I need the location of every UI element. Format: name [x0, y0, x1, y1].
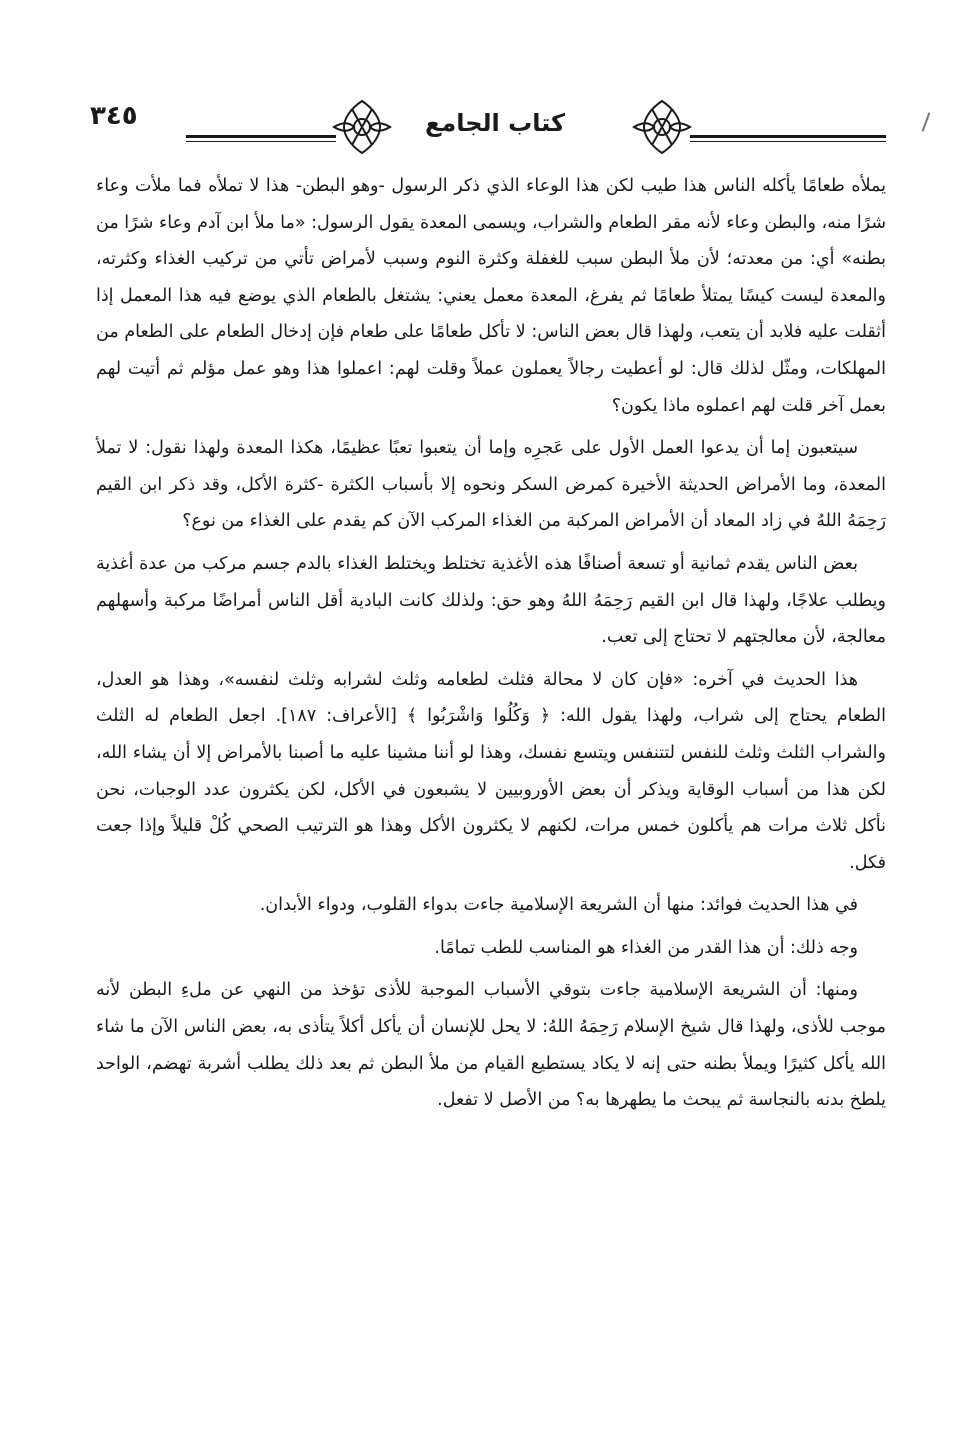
paragraph: ومنها: أن الشريعة الإسلامية جاءت بتوقي الأسباب الموجبة للأذى تؤخذ من النهي عن ملءِ البطن لأنه موجب للأذى، ولهذا قال شيخ الإسلام رَحِمَهُ اللهُ: لا يحل للإنسان أن يأكل أكلاً يتأذى به، بعض الناس الآن ما شاء الله يأكل كثيرًا ويملأ بطنه حتى إنه لا يكاد يستطيع القيام من ملأ البطن ثم بعد ذلك يطلب أشربة تهضم، الواحد يلطخ بدنه بالنجاسة ثم يبحث ما يطهرها به؟ من الأصل لا تفعل.: [96, 980, 886, 1111]
margin-mark: [922, 112, 931, 131]
floral-ornament-icon: [630, 95, 694, 159]
header-rule-right-thin: [690, 141, 886, 142]
page-number: ٣٤٥: [90, 101, 138, 131]
header-rule-right: [690, 135, 886, 138]
paragraph: بعض الناس يقدم ثمانية أو تسعة أصنافًا هذه الأغذية تختلط ويختلط الغذاء بالدم جسم مركب من عدة أغذية ويطلب علاجًا، ولهذا قال ابن القيم رَحِمَهُ اللهُ وهو حق: ولذلك كانت البادية أقل الناس أمراضًا مركبة وأسهلهم معالجة، لأن معالجتهم لا تحتاج إلى تعب.: [96, 553, 886, 648]
header-rule-left: [186, 135, 336, 138]
page-header: [90, 95, 888, 165]
paragraph: هذا الحديث في آخره: «فإن كان لا محالة فثلث لطعامه وثلث لشرابه وثلث لنفسه»، وهذا هو العدل، الطعام يحتاج إلى شراب، ولهذا يقول الله: ﴿ وَكُلُوا وَاشْرَبُوا ﴾ [الأعراف: ١٨٧]. اجعل الطعام له الثلث والشراب الثلث وثلث للنفس لتتنفس ويتسع نفسك، وهذا لو أننا مشينا عليه ما أصبنا بالأمراض إلا أن يشاء الله، لكن هذا من أسباب الوقاية ويذكر أن بعض الأوروبيين لا يشبعون في الأكل، لكن يكثرون عدد الوجبات، نحن نأكل ثلاث مرات هم يأكلون خمس مرات، لكنهم لا يكثرون الأكل وهذا هو الترتيب الصحي كُلْ قليلاً وإذا جعت فكل.: [96, 669, 886, 873]
paragraph: يملأه طعامًا يأكله الناس هذا طيب لكن هذا الوعاء الذي ذكر الرسول -وهو البطن- هذا لا تملأه فما ملأت وعاء شرًا منه، والبطن وعاء لأنه مقر الطعام والشراب، ويسمى المعدة يقول الرسول: «ما ملأ ابن آدم وعاء شرًا من بطنه» أي: من معدته؛ لأن ملأ البطن سبب للغفلة وكثرة النوم وسبب لأمراض تأتي من تركيب الغذاء وكثرته، والمعدة ليست كيسًا يمتلأ طعامًا ثم يفرغ، المعدة معمل يعني: يشتغل بالطعام الذي يوضع فيه هذا المعمل إذا أثقلت عليه فلابد أن يتعب، ولهذا قال بعض الناس: لا تأكل طعامًا على طعام فإن إدخال الطعام على الطعام من المهلكات، ومثّل لذلك قال: لو أعطيت رجالاً يعملون عملاً وقلت لهم: اعملوا هذا وهو عمل مؤلم ثم أتيت لهم بعمل آخر قلت لهم اعملوه ماذا يكون؟: [96, 176, 886, 416]
floral-ornament-icon: [330, 95, 394, 159]
running-title: كتاب الجامع: [424, 109, 566, 137]
paragraph: في هذا الحديث فوائد: منها أن الشريعة الإسلامية جاءت بدواء القلوب، ودواء الأبدان.: [259, 895, 858, 916]
paragraph: سيتعبون إما أن يدعوا العمل الأول على عَجرِه وإما أن يتعبوا تعبًا عظيمًا، هكذا المعدة ولهذا نقول: لا تملأ المعدة، وما الأمراض الحديثة الأخيرة كمرض السكر ونحوه إلا بأسباب الكثرة -كثرة الأكل، وقد ذكر ابن القيم رَحِمَهُ اللهُ في زاد المعاد أن الأمراض المركبة من الغذاء المركب الآن كم يقدم على الغذاء من نوع؟: [96, 438, 886, 532]
header-rule-left-thin: [186, 141, 336, 142]
body-text: [96, 168, 886, 1119]
paragraph: وجه ذلك: أن هذا القدر من الغذاء هو المناسب للطب تمامًا.: [434, 937, 858, 958]
